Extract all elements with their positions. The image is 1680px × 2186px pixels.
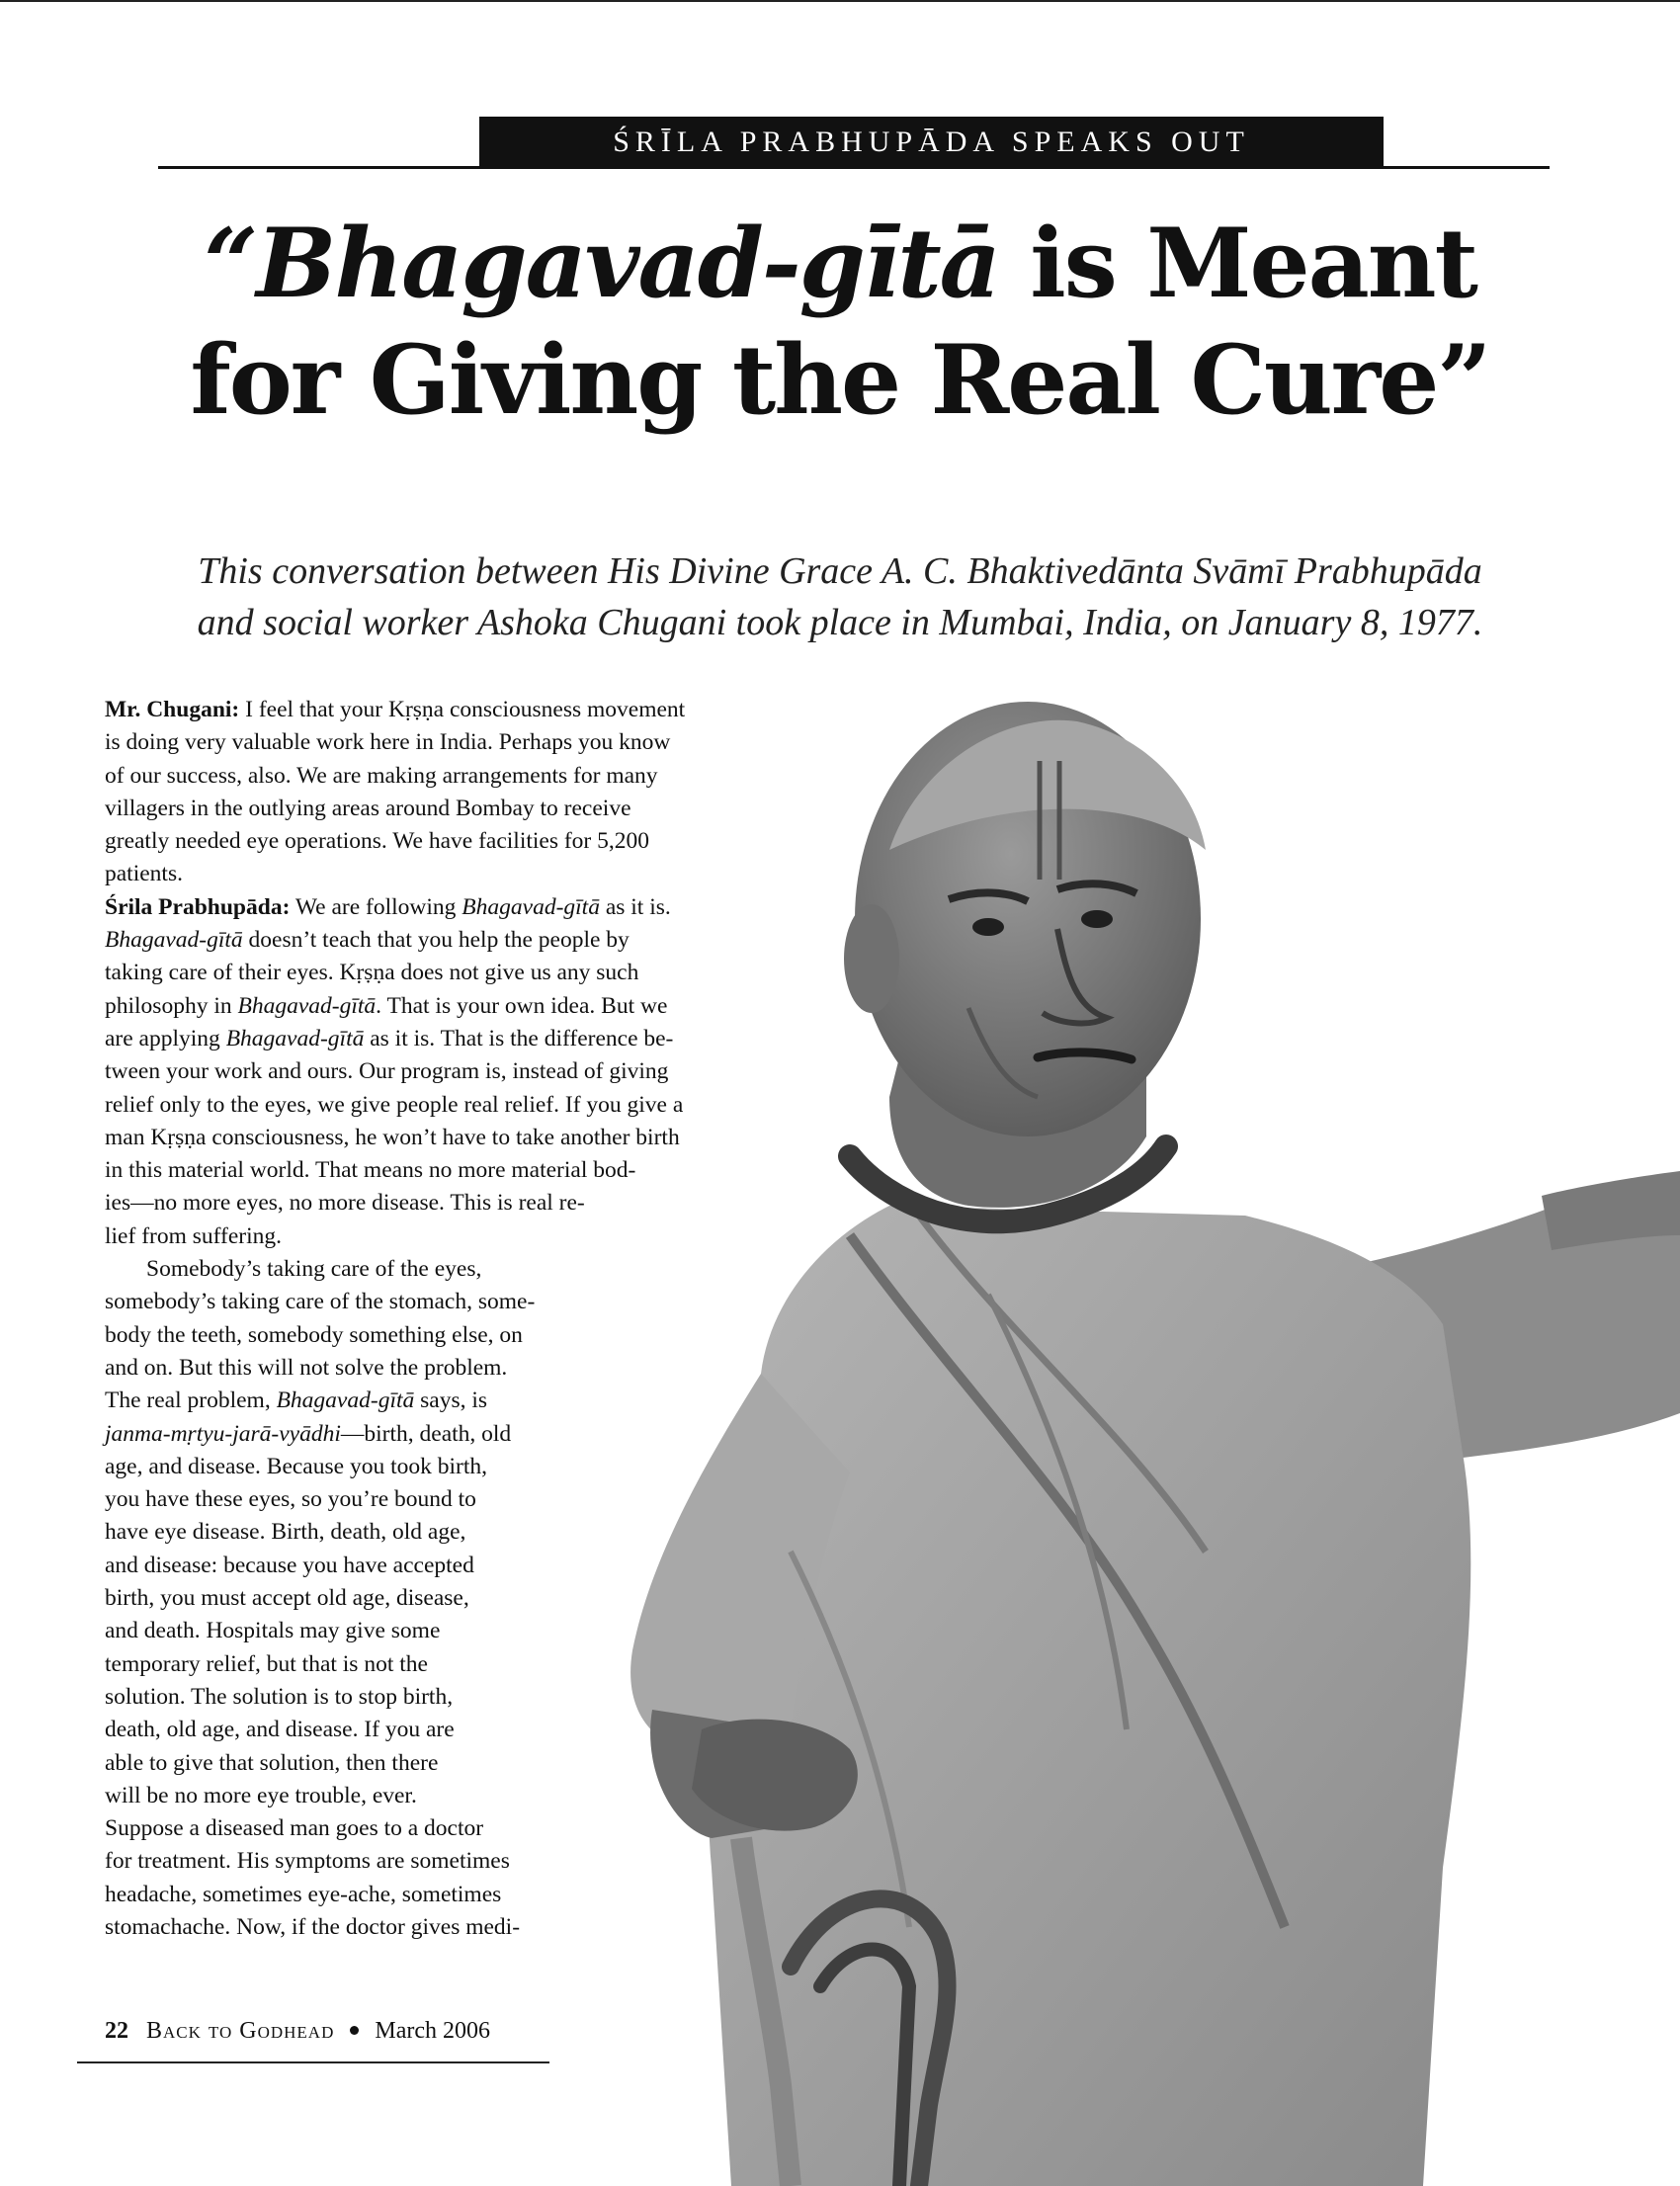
paragraph-1 xyxy=(105,694,836,891)
speaker-prabhupada: Śrila Prabhupāda: xyxy=(105,893,291,920)
body-line: and on. But this will not solve the problem. xyxy=(105,1354,508,1381)
page-footer xyxy=(105,2018,559,2045)
title-rest: is Meant xyxy=(998,208,1476,319)
page-number: 22 xyxy=(105,2018,128,2044)
body-line: Śrila Prabhupāda: We are following Bhagavad-gītā as it is. xyxy=(105,893,671,920)
speaker-chugani: Mr. Chugani: xyxy=(105,697,240,722)
body-line: is doing very valuable work here in India. Perhaps you know xyxy=(105,729,671,756)
body-line: body the teeth, somebody something else, on xyxy=(105,1321,523,1348)
body-line: birth, you must accept old age, disease, xyxy=(105,1585,469,1612)
body-line: Bhagavad-gītā doesn’t teach that you help the people by xyxy=(105,927,630,954)
body-line: philosophy in Bhagavad-gītā. That is your own idea. But we xyxy=(105,992,668,1019)
body-line: age, and disease. Because you took birth, xyxy=(105,1453,487,1479)
body-line: lief from suffering. xyxy=(105,1222,283,1249)
body-line: able to give that solution, then there xyxy=(105,1749,439,1776)
body-line: for treatment. His symptoms are sometimes xyxy=(105,1848,510,1875)
body-line: relief only to the eyes, we give people real relief. If you give a xyxy=(105,1091,684,1118)
article-body xyxy=(105,694,836,1944)
body-line: ies—no more eyes, no more disease. This is real re- xyxy=(105,1190,585,1217)
body-line: Mr. Chugani: I feel that your Kṛṣṇa consciousness movement xyxy=(105,697,686,722)
body-line: Suppose a diseased man goes to a doctor xyxy=(105,1815,484,1842)
body-line: taking care of their eyes. Kṛṣṇa does not give us any such xyxy=(105,960,639,986)
bullet-separator xyxy=(350,2026,359,2035)
kicker-rule xyxy=(158,166,1550,169)
body-line: death, old age, and disease. If you are xyxy=(105,1717,455,1743)
body-line: are applying Bhagavad-gītā as it is. That is the difference be- xyxy=(105,1025,674,1051)
body-line: The real problem, Bhagavad-gītā says, is xyxy=(105,1387,488,1414)
deck-line-2: and social worker Ashoka Chugani took place in Mumbai, India, on January 8, 1977. xyxy=(197,602,1483,643)
body-line: and disease: because you have accepted xyxy=(105,1552,474,1578)
article-title xyxy=(99,206,1581,439)
body-line: Somebody’s taking care of the eyes, xyxy=(146,1256,482,1283)
kicker-label: ŚRĪLA PRABHUPĀDA SPEAKS OUT xyxy=(479,117,1384,166)
body-line: have eye disease. Birth, death, old age, xyxy=(105,1519,466,1546)
title-line-2: for Giving the Real Cure” xyxy=(190,324,1490,436)
issue-date: March 2006 xyxy=(375,2018,490,2044)
body-line: greatly needed eye operations. We have facilities for 5,200 xyxy=(105,828,650,855)
body-line: headache, sometimes eye-ache, sometimes xyxy=(105,1881,502,1907)
body-line: tween your work and ours. Our program is, instead of giving xyxy=(105,1058,669,1085)
deck-line-1: This conversation between His Divine Grace A. C. Bhaktivedānta Svāmī Prabhupāda xyxy=(198,550,1482,592)
body-line: of our success, also. We are making arrangements for many xyxy=(105,762,658,789)
footer-rule xyxy=(77,2061,549,2063)
top-border-rule xyxy=(0,0,1680,2)
body-line: janma-mṛtyu-jarā-vyādhi—birth, death, old xyxy=(105,1420,512,1447)
article-deck xyxy=(128,546,1552,648)
section-kicker xyxy=(158,117,1550,170)
paragraph-2 xyxy=(105,891,836,1253)
body-line: solution. The solution is to stop birth, xyxy=(105,1683,454,1710)
body-line: you have these eyes, so you’re bound to xyxy=(105,1486,476,1513)
body-line: somebody’s taking care of the stomach, some- xyxy=(105,1289,536,1315)
body-line: patients. xyxy=(105,861,183,887)
paragraph-3 xyxy=(105,1253,836,1812)
body-line: temporary relief, but that is not the xyxy=(105,1650,428,1677)
magazine-name: Back to Godhead xyxy=(146,2018,335,2044)
body-line: and death. Hospitals may give some xyxy=(105,1618,441,1644)
body-line: in this material world. That means no more material bod- xyxy=(105,1157,636,1184)
body-line: villagers in the outlying areas around Bombay to receive xyxy=(105,795,631,821)
title-line-1 xyxy=(99,206,1581,322)
body-line: man Kṛṣṇa consciousness, he won’t have to take another birth xyxy=(105,1124,680,1150)
title-italic-part: “Bhagavad-gītā xyxy=(204,208,999,319)
paragraph-4 xyxy=(105,1812,836,1944)
body-line: will be no more eye trouble, ever. xyxy=(105,1782,417,1808)
body-line: stomachache. Now, if the doctor gives medi- xyxy=(105,1913,521,1940)
